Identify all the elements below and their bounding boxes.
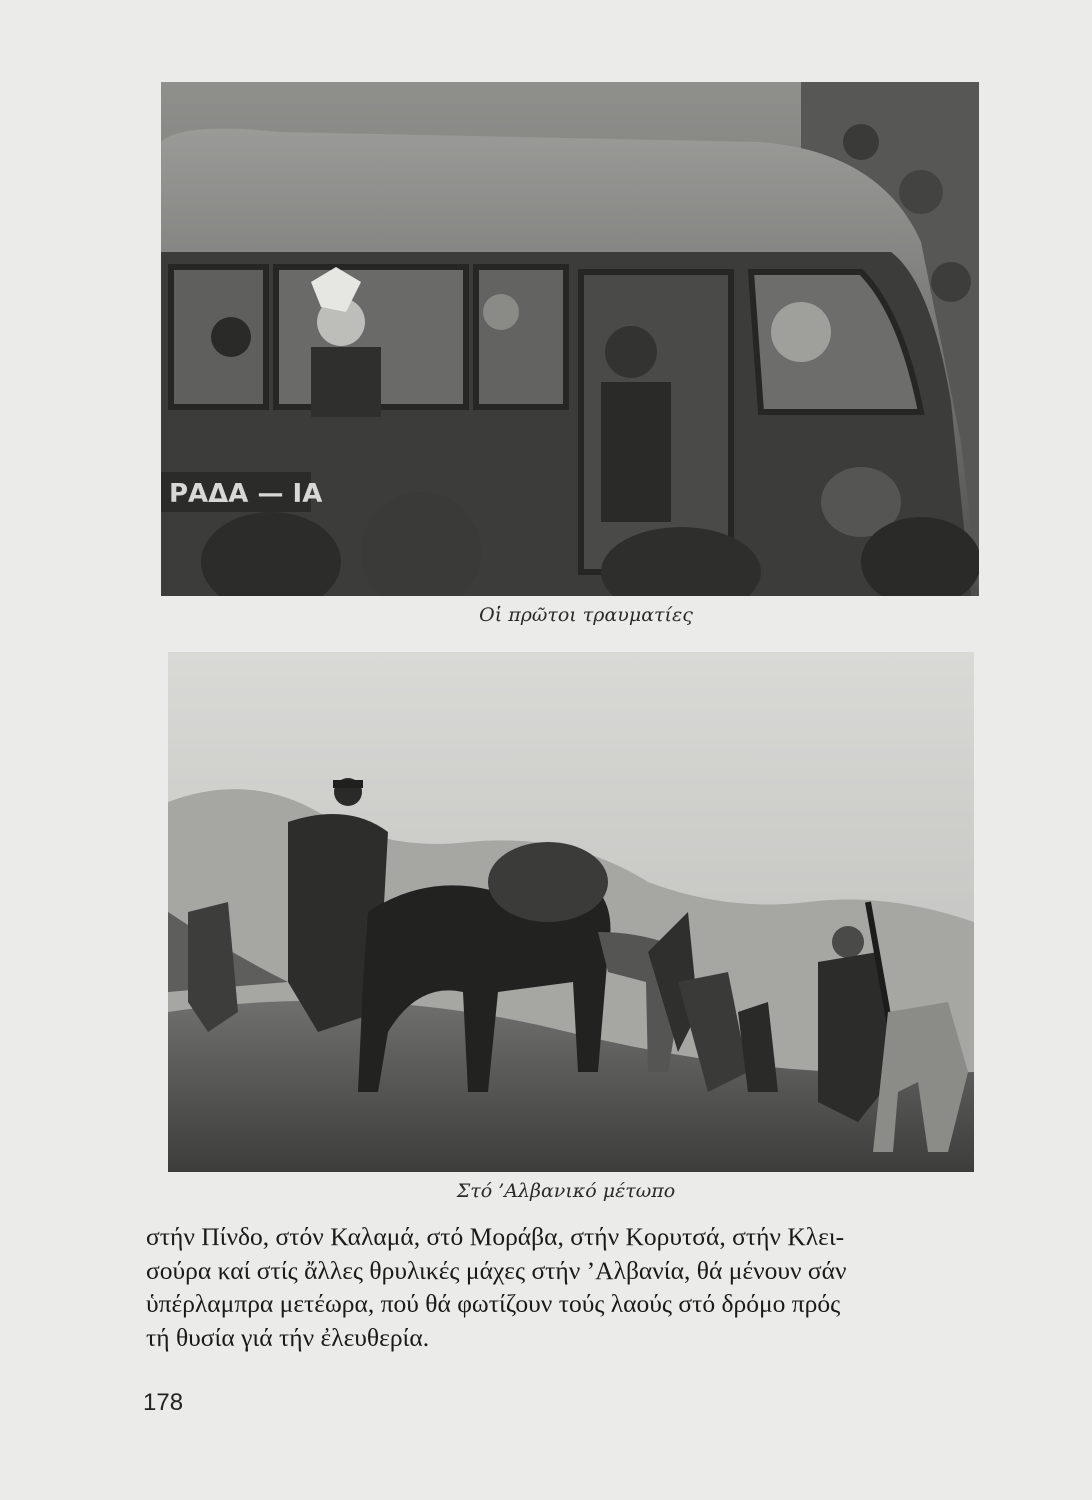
- photo-albanian-front: [168, 652, 974, 1172]
- body-line: ὑπέρλαμπρα μετέωρα, πού θά φωτίζουν τούς λαούς στό δρόμο πρός: [146, 1289, 841, 1318]
- photo-wounded-bus: [161, 82, 979, 596]
- bus-sign-text: ΡΑΔΑ — ΙΑ: [169, 479, 323, 509]
- body-paragraph: [146, 1220, 996, 1354]
- photo-wounded-bus-image: [161, 82, 979, 596]
- photo-caption-albanian-front: Στό ’Αλβανικό μέτωπο: [456, 1180, 676, 1202]
- page-number: 178: [143, 1389, 184, 1416]
- body-line: σούρα καί στίς ἄλλες θρυλικές μάχες στήν ’Αλβανία, θά μένουν σάν: [146, 1255, 847, 1285]
- body-line: στήν Πίνδο, στόν Καλαμά, στό Μοράβα, στήν Κορυτσά, στήν Κλει-: [146, 1222, 845, 1251]
- photo-albanian-front-image: [168, 652, 974, 1172]
- photo-caption-wounded: Οἱ πρῶτοι τραυματίες: [479, 604, 693, 626]
- body-line: τή θυσία γιά τήν ἐλευθερία.: [146, 1322, 430, 1352]
